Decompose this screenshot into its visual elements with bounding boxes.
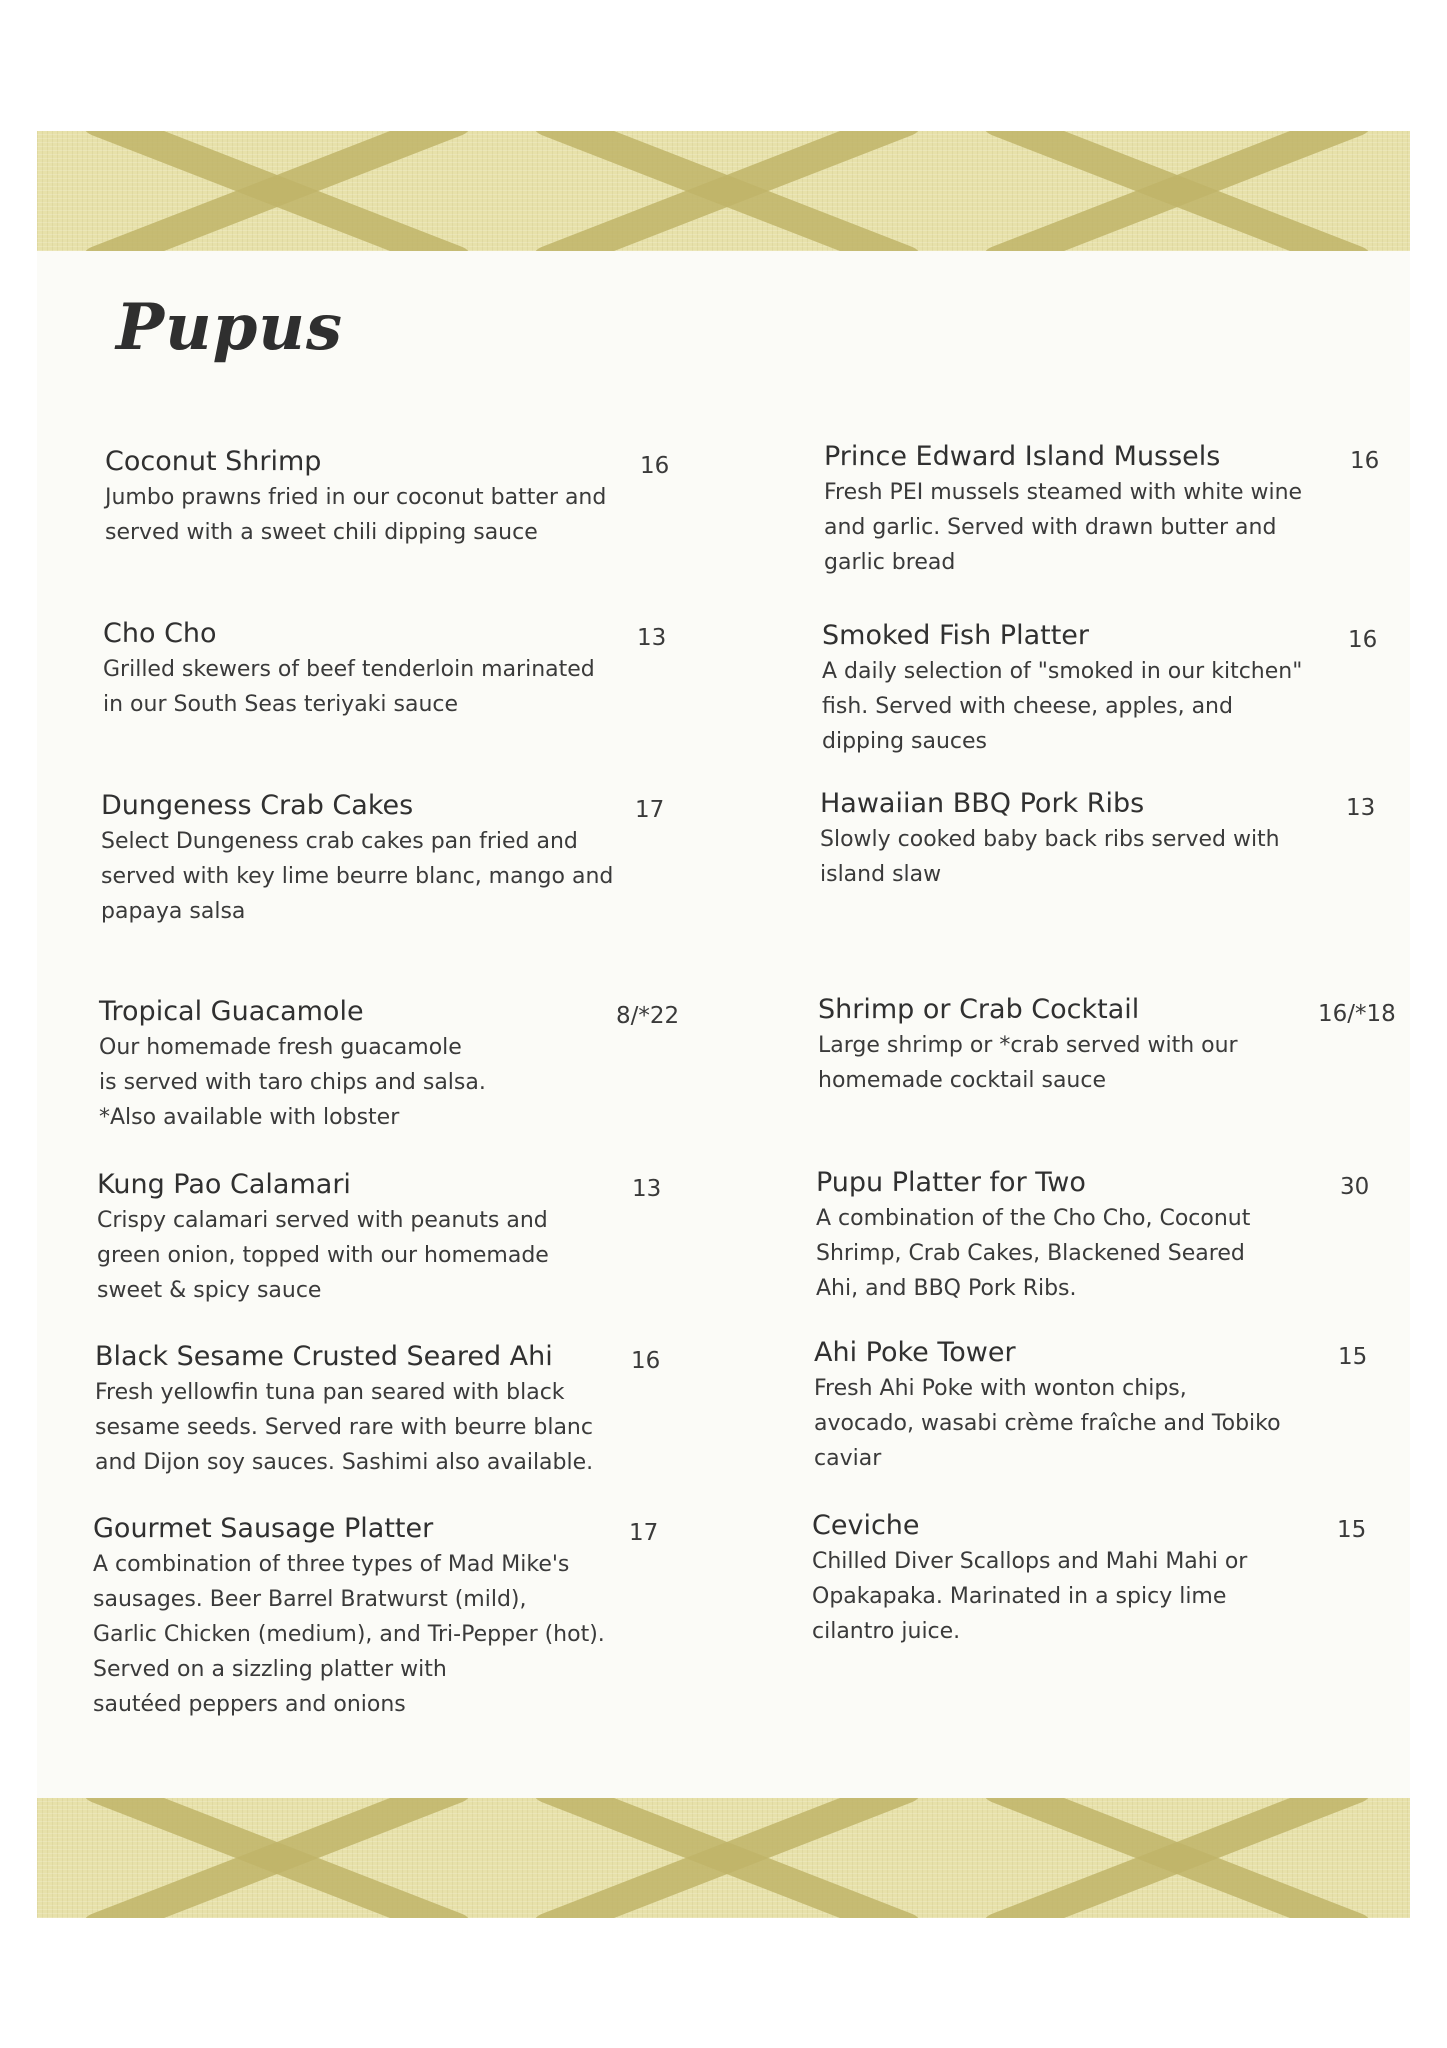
item-name: Black Sesame Crusted Seared Ahi xyxy=(95,1341,553,1372)
menu-item-bbq-pork-ribs xyxy=(820,787,1280,891)
item-desc-line: and Dijon soy sauces. Sashimi also available. xyxy=(95,1450,594,1475)
item-name: Prince Edward Island Mussels xyxy=(824,441,1221,472)
item-price: 16 xyxy=(640,453,670,479)
item-desc-line: fish. Served with cheese, apples, and xyxy=(822,694,1233,719)
item-desc-line: Slowly cooked baby back ribs served with xyxy=(820,827,1280,852)
item-desc-line: sweet & spicy sauce xyxy=(97,1278,322,1303)
item-desc-line: caviar xyxy=(814,1446,882,1471)
item-desc-line: Large shrimp or *crab served with our xyxy=(818,1033,1238,1058)
item-price: 30 xyxy=(1340,1174,1370,1200)
item-name: Hawaiian BBQ Pork Ribs xyxy=(820,788,1145,819)
item-name: Smoked Fish Platter xyxy=(822,620,1090,651)
item-desc-line: in our South Seas teriyaki sauce xyxy=(103,692,459,717)
menu-item-dungeness-crab-cakes xyxy=(101,789,613,928)
item-name: Ceviche xyxy=(812,1510,920,1541)
item-desc-line: papaya salsa xyxy=(101,899,246,924)
item-desc-line: Chilled Diver Scallops and Mahi Mahi or xyxy=(812,1549,1248,1574)
item-name: Ahi Poke Tower xyxy=(814,1337,1016,1368)
item-desc-line: Fresh yellowfin tuna pan seared with black xyxy=(95,1380,565,1405)
item-name: Gourmet Sausage Platter xyxy=(93,1513,434,1544)
item-desc-line: A combination of three types of Mad Mike's xyxy=(93,1552,570,1577)
menu-item-black-sesame-seared-ahi xyxy=(95,1340,593,1479)
item-price: 8/*22 xyxy=(616,1003,680,1029)
item-desc-line: homemade cocktail sauce xyxy=(818,1068,1107,1093)
menu-item-ceviche xyxy=(812,1509,1247,1648)
item-desc-line: A combination of the Cho Cho, Coconut xyxy=(816,1206,1251,1231)
item-desc-line: Crispy calamari served with peanuts and xyxy=(97,1208,548,1233)
item-desc-line: sausages. Beer Barrel Bratwurst (mild), xyxy=(93,1587,527,1612)
item-price: 16 xyxy=(1350,448,1380,474)
item-desc-line: Grilled skewers of beef tenderloin marinated xyxy=(103,657,595,682)
item-name: Shrimp or Crab Cocktail xyxy=(818,994,1140,1025)
item-desc-line: Garlic Chicken (medium), and Tri-Pepper (hot). xyxy=(93,1622,605,1647)
menu-item-kung-pao-calamari xyxy=(97,1168,549,1307)
item-desc-line: and garlic. Served with drawn butter and xyxy=(824,515,1277,540)
item-name: Cho Cho xyxy=(103,618,217,649)
item-name: Pupu Platter for Two xyxy=(816,1167,1086,1198)
item-desc-line: green onion, topped with our homemade xyxy=(97,1243,549,1268)
item-price: 13 xyxy=(637,625,667,651)
item-name: Dungeness Crab Cakes xyxy=(101,790,414,821)
item-price: 17 xyxy=(629,1520,659,1546)
menu-item-smoked-fish-platter xyxy=(822,619,1302,758)
item-desc-line: Fresh PEI mussels steamed with white wine xyxy=(824,480,1303,505)
item-name: Coconut Shrimp xyxy=(105,446,322,477)
menu-item-tropical-guacamole xyxy=(99,995,486,1134)
item-desc-line: sautéed peppers and onions xyxy=(93,1692,406,1717)
item-name: Tropical Guacamole xyxy=(99,996,364,1027)
menu-item-ahi-poke-tower xyxy=(814,1336,1281,1475)
item-desc-line: avocado, wasabi crème fraîche and Tobiko xyxy=(814,1411,1281,1436)
bamboo-border-bottom xyxy=(37,1798,1410,1918)
page-title: Pupus xyxy=(116,290,343,365)
item-desc-line: Served on a sizzling platter with xyxy=(93,1657,447,1682)
item-price: 16/*18 xyxy=(1318,1001,1396,1027)
item-desc-line: dipping sauces xyxy=(822,729,987,754)
item-desc-line: sesame seeds. Served rare with beurre blanc xyxy=(95,1415,593,1440)
item-price: 17 xyxy=(635,797,665,823)
item-price: 16 xyxy=(631,1348,661,1374)
item-price: 15 xyxy=(1338,1344,1368,1370)
item-desc-line: Fresh Ahi Poke with wonton chips, xyxy=(814,1376,1187,1401)
item-desc-line: served with key lime beurre blanc, mango and xyxy=(101,864,614,889)
menu-item-cho-cho xyxy=(103,617,595,721)
item-desc-line: island slaw xyxy=(820,862,942,887)
item-price: 16 xyxy=(1348,627,1378,653)
item-desc-line: garlic bread xyxy=(824,550,956,575)
item-desc-line: Shrimp, Crab Cakes, Blackened Seared xyxy=(816,1241,1245,1266)
item-desc-line: served with a sweet chili dipping sauce xyxy=(105,520,538,545)
menu-item-gourmet-sausage-platter xyxy=(93,1512,605,1721)
item-price: 13 xyxy=(632,1176,662,1202)
item-desc-line: cilantro juice. xyxy=(812,1619,961,1644)
bamboo-border-top xyxy=(37,131,1410,251)
menu-item-coconut-shrimp xyxy=(105,445,606,549)
menu-item-shrimp-crab-cocktail xyxy=(818,993,1238,1097)
item-desc-line: Our homemade fresh guacamole xyxy=(99,1035,462,1060)
item-desc-line: *Also available with lobster xyxy=(99,1105,400,1130)
item-price: 13 xyxy=(1346,795,1376,821)
item-desc-line: Jumbo prawns fried in our coconut batter and xyxy=(105,485,607,510)
item-desc-line: Opakapaka. Marinated in a spicy lime xyxy=(812,1584,1227,1609)
item-desc-line: A daily selection of "smoked in our kitchen" xyxy=(822,659,1303,684)
item-desc-line: Select Dungeness crab cakes pan fried and xyxy=(101,829,578,854)
item-desc-line: is served with taro chips and salsa. xyxy=(99,1070,486,1095)
item-price: 15 xyxy=(1337,1517,1367,1543)
menu-item-pei-mussels xyxy=(824,440,1302,579)
menu-item-pupu-platter-for-two xyxy=(816,1166,1250,1305)
item-desc-line: Ahi, and BBQ Pork Ribs. xyxy=(816,1276,1077,1301)
item-name: Kung Pao Calamari xyxy=(97,1169,351,1200)
